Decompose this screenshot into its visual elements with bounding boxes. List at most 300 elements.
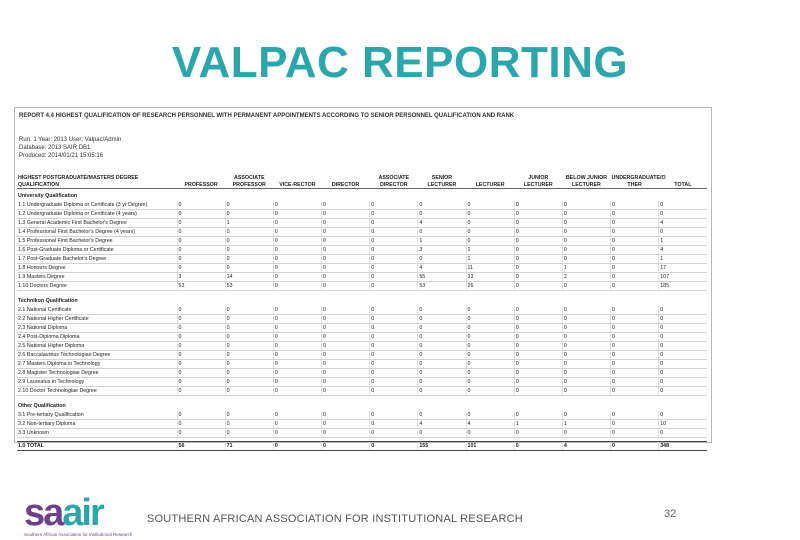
cell-value: 0 [514,369,562,378]
row-label: 2.5 National Higher Diploma [17,342,177,351]
cell-value: 0 [611,420,659,429]
cell-value: 0 [514,246,562,255]
report-spreadsheet [14,107,712,449]
cell-value: 0 [370,282,418,291]
table-row [17,237,707,246]
cell-value: 0 [225,387,273,396]
cell-value: 0 [611,201,659,210]
cell-value: 0 [225,201,273,210]
cell-value: 0 [466,315,514,324]
cell-value: 0 [418,429,466,438]
cell-value: 53 [177,282,225,291]
row-label: 1.6 Post-Graduate Diploma or Certificate [17,246,177,255]
total-value: 71 [225,442,273,451]
cell-value: 0 [370,420,418,429]
cell-value: 10 [659,420,707,429]
logo-tagline: Southern African Association for Institutional Research [24,532,133,537]
cell-value: 0 [370,246,418,255]
cell-value: 0 [322,201,370,210]
cell-value: 4 [418,219,466,228]
cell-value: 0 [466,411,514,420]
cell-value: 0 [611,324,659,333]
cell-value: 0 [322,369,370,378]
cell-value: 0 [273,273,321,282]
cell-value: 11 [466,264,514,273]
cell-value: 0 [514,255,562,264]
table-row [17,378,707,387]
cell-value: 0 [273,324,321,333]
cell-value: 0 [177,429,225,438]
cell-value: 0 [514,264,562,273]
table-row [17,282,707,291]
cell-value: 0 [322,411,370,420]
cell-value: 0 [322,282,370,291]
cell-value: 0 [611,411,659,420]
cell-value: 0 [370,411,418,420]
cell-value: 0 [418,210,466,219]
cell-value: 1 [659,237,707,246]
cell-value: 0 [177,342,225,351]
cell-value: 0 [659,351,707,360]
cell-value: 0 [225,378,273,387]
cell-value: 0 [418,255,466,264]
page-number: 32 [664,508,677,520]
section-heading-row [17,294,707,306]
cell-value: 0 [225,210,273,219]
cell-value: 53 [225,282,273,291]
row-label: 1.10 Doctors Degree [17,282,177,291]
cell-value: 1 [466,246,514,255]
cell-value: 0 [562,237,610,246]
cell-value: 1 [562,420,610,429]
cell-value: 0 [611,315,659,324]
cell-value: 0 [273,282,321,291]
cell-value: 0 [611,333,659,342]
table-header-row [17,168,707,189]
cell-value: 0 [514,282,562,291]
row-label: 1.2 Undergraduate Diploma or Certificate (4 years) [17,210,177,219]
cell-value: 0 [611,378,659,387]
cell-value: 0 [466,237,514,246]
cell-value: 0 [177,420,225,429]
cell-value: 0 [562,315,610,324]
cell-value: 0 [177,246,225,255]
cell-value: 0 [611,306,659,315]
table-row [17,255,707,264]
table-row [17,273,707,282]
logo-wordmark [24,492,132,534]
cell-value: 0 [466,228,514,237]
cell-value: 0 [273,342,321,351]
cell-value: 0 [659,210,707,219]
cell-value: 0 [611,387,659,396]
row-label: 1.4 Professional First Bachelor's Degree (4 years) [17,228,177,237]
cell-value: 4 [418,264,466,273]
cell-value: 0 [225,306,273,315]
column-header: ASSOCIATE PROFESSOR [225,168,273,189]
cell-value: 0 [611,273,659,282]
cell-value: 53 [418,282,466,291]
table-row [17,360,707,369]
cell-value: 0 [466,324,514,333]
row-label: 1.9 Masters Degree [17,273,177,282]
cell-value: 0 [514,342,562,351]
cell-value: 0 [273,246,321,255]
cell-value: 3 [418,246,466,255]
cell-value: 17 [659,264,707,273]
table-row [17,369,707,378]
cell-value: 0 [466,210,514,219]
cell-value: 0 [225,411,273,420]
cell-value: 0 [370,351,418,360]
cell-value: 0 [225,246,273,255]
table-row [17,306,707,315]
cell-value: 0 [514,315,562,324]
cell-value: 0 [611,246,659,255]
cell-value: 0 [177,324,225,333]
cell-value: 0 [659,201,707,210]
cell-value: 0 [418,342,466,351]
cell-value: 0 [177,306,225,315]
row-label: 2.8 Magister Technologiae Degree [17,369,177,378]
column-header: LECTURER [466,168,514,189]
cell-value: 0 [225,351,273,360]
row-label: 2.7 Masters Diploma in Technology [17,360,177,369]
cell-value: 0 [562,219,610,228]
cell-value: 0 [659,228,707,237]
cell-value: 0 [466,378,514,387]
column-header: SENIOR LECTURER [418,168,466,189]
cell-value: 0 [177,315,225,324]
cell-value: 0 [418,315,466,324]
cell-value: 0 [370,369,418,378]
cell-value: 0 [562,324,610,333]
cell-value: 0 [611,237,659,246]
cell-value: 0 [659,369,707,378]
row-label: 2.10 Doctor Technologiae Degree [17,387,177,396]
table-row [17,228,707,237]
column-header: DIRECTOR [322,168,370,189]
cell-value: 107 [659,273,707,282]
cell-value: 1 [418,237,466,246]
cell-value: 0 [418,306,466,315]
cell-value: 0 [225,315,273,324]
cell-value: 0 [514,387,562,396]
row-label: 2.2 National Higher Certificate [17,315,177,324]
cell-value: 0 [370,333,418,342]
cell-value: 0 [177,411,225,420]
row-label: 2.6 Baccalaureus Technologiae Degree [17,351,177,360]
cell-value: 0 [466,360,514,369]
cell-value: 0 [418,351,466,360]
cell-value: 0 [322,246,370,255]
table-row [17,342,707,351]
cell-value: 0 [514,219,562,228]
cell-value: 0 [322,342,370,351]
section-heading-row [17,189,707,202]
cell-value: 0 [273,255,321,264]
cell-value: 1 [514,420,562,429]
cell-value: 0 [514,237,562,246]
column-header: BELOW JUNIOR LECTURER [562,168,610,189]
row-label: 1.5 Professional First Bachelor's Degree [17,237,177,246]
cell-value: 0 [514,333,562,342]
cell-value: 0 [177,210,225,219]
table-row [17,219,707,228]
total-value: 101 [466,442,514,451]
cell-value: 0 [659,324,707,333]
cell-value: 0 [322,333,370,342]
cell-value: 0 [225,342,273,351]
cell-value: 14 [225,273,273,282]
cell-value: 4 [659,246,707,255]
cell-value: 3 [177,273,225,282]
cell-value: 0 [562,282,610,291]
cell-value: 0 [273,333,321,342]
cell-value: 0 [370,219,418,228]
cell-value: 0 [177,369,225,378]
cell-value: 0 [322,237,370,246]
cell-value: 0 [370,228,418,237]
saair-logo [24,492,133,537]
row-label: 1.1 Undergraduate Diploma or Certificate (3 yr Degree) [17,201,177,210]
cell-value: 0 [322,378,370,387]
cell-value: 0 [514,324,562,333]
logo-air: air [62,492,103,534]
total-value: 0 [514,442,562,451]
cell-value: 0 [322,264,370,273]
table-row [17,429,707,438]
column-header-qualification: HIGHEST POSTGRADUATE/MASTERS DEGREE QUALIFICATION [17,168,177,189]
cell-value: 0 [370,255,418,264]
column-header: PROFESSOR [177,168,225,189]
cell-value: 1 [466,255,514,264]
cell-value: 0 [322,306,370,315]
cell-value: 26 [466,282,514,291]
cell-value: 0 [225,237,273,246]
row-label: 3.3 Unknown [17,429,177,438]
cell-value: 0 [370,429,418,438]
cell-value: 0 [514,351,562,360]
cell-value: 0 [370,315,418,324]
cell-value: 0 [370,378,418,387]
cell-value: 2 [562,273,610,282]
cell-value: 0 [611,255,659,264]
cell-value: 0 [562,201,610,210]
cell-value: 0 [562,246,610,255]
cell-value: 0 [273,210,321,219]
cell-value: 0 [225,264,273,273]
cell-value: 0 [659,342,707,351]
total-row [17,442,707,451]
cell-value: 0 [562,351,610,360]
cell-value: 0 [562,228,610,237]
cell-value: 185 [659,282,707,291]
cell-value: 0 [225,360,273,369]
cell-value: 0 [418,411,466,420]
cell-value: 0 [418,201,466,210]
cell-value: 0 [177,201,225,210]
cell-value: 0 [370,201,418,210]
cell-value: 0 [611,282,659,291]
cell-value: 0 [514,228,562,237]
cell-value: 0 [562,255,610,264]
cell-value: 0 [273,420,321,429]
row-label: 1.7 Post-Graduate Bachelor's Degree [17,255,177,264]
cell-value: 0 [322,273,370,282]
cell-value: 0 [514,411,562,420]
cell-value: 0 [514,210,562,219]
table-row [17,201,707,210]
cell-value: 0 [611,360,659,369]
cell-value: 0 [562,360,610,369]
cell-value: 0 [562,342,610,351]
cell-value: 0 [514,429,562,438]
report-title: REPORT 4.4 HIGHEST QUALIFICATION OF RESEARCH PERSONNEL WITH PERMANENT APPOINTMENTS ACCORDING TO SENIOR PERSONNEL QUALIFICATION AND RANK [19,113,515,119]
section-heading: Other Qualification [18,403,66,409]
cell-value: 0 [370,342,418,351]
cell-value: 0 [514,273,562,282]
table-row [17,264,707,273]
cell-value: 0 [659,315,707,324]
cell-value: 1 [659,255,707,264]
row-label: 2.4 Post-Diploma Diploma [17,333,177,342]
cell-value: 0 [466,342,514,351]
row-label: 1.8 Honours Degree [17,264,177,273]
cell-value: 0 [418,228,466,237]
cell-value: 0 [273,219,321,228]
cell-value: 0 [514,306,562,315]
cell-value: 0 [273,378,321,387]
cell-value: 0 [322,324,370,333]
section-heading-row [17,399,707,411]
cell-value: 0 [273,201,321,210]
cell-value: 0 [177,378,225,387]
cell-value: 0 [562,378,610,387]
cell-value: 4 [466,420,514,429]
cell-value: 0 [370,210,418,219]
cell-value: 0 [418,378,466,387]
cell-value: 0 [562,369,610,378]
cell-value: 0 [322,351,370,360]
cell-value: 1 [225,219,273,228]
row-label: 1.3 General Academic First Bachelor's Degree [17,219,177,228]
cell-value: 0 [225,420,273,429]
cell-value: 0 [659,333,707,342]
cell-value: 0 [273,411,321,420]
table-row [17,420,707,429]
cell-value: 0 [177,255,225,264]
section-heading: Technikon Qualification [18,298,78,304]
cell-value: 0 [466,429,514,438]
row-label: 3.2 Non-tertiary Diploma [17,420,177,429]
table-row [17,315,707,324]
cell-value: 0 [273,306,321,315]
cell-value: 0 [562,333,610,342]
cell-value: 0 [659,411,707,420]
total-value: 56 [177,442,225,451]
cell-value: 0 [322,228,370,237]
cell-value: 0 [562,429,610,438]
cell-value: 0 [273,369,321,378]
cell-value: 0 [177,333,225,342]
cell-value: 0 [466,333,514,342]
cell-value: 0 [322,360,370,369]
column-header: JUNIOR LECTURER [514,168,562,189]
total-value: 0 [273,442,321,451]
cell-value: 0 [466,201,514,210]
cell-value: 0 [273,264,321,273]
cell-value: 0 [322,387,370,396]
cell-value: 55 [418,273,466,282]
cell-value: 0 [273,360,321,369]
cell-value: 0 [273,237,321,246]
cell-value: 0 [322,219,370,228]
cell-value: 0 [370,360,418,369]
cell-value: 0 [225,324,273,333]
qualification-table [17,168,707,451]
total-value: 4 [562,442,610,451]
cell-value: 0 [562,306,610,315]
column-header: UNDERGRADUATE/O THER [611,168,659,189]
cell-value: 0 [514,378,562,387]
column-header: TOTAL [659,168,707,189]
produced-info: Produced: 2014/01/21 15:05:16 [19,153,104,159]
cell-value: 0 [273,315,321,324]
row-label: 3.1 Pre-tertiary Qualification [17,411,177,420]
cell-value: 0 [273,429,321,438]
cell-value: 0 [177,351,225,360]
cell-value: 0 [659,387,707,396]
cell-value: 0 [225,369,273,378]
table-row [17,411,707,420]
cell-value: 0 [177,264,225,273]
cell-value: 0 [370,387,418,396]
cell-value: 0 [177,228,225,237]
cell-value: 0 [514,360,562,369]
total-value: 0 [322,442,370,451]
table-row [17,324,707,333]
cell-value: 0 [370,264,418,273]
column-header: ASSOCIATE DIRECTOR [370,168,418,189]
cell-value: 0 [466,387,514,396]
cell-value: 4 [659,219,707,228]
cell-value: 0 [611,351,659,360]
cell-value: 4 [418,420,466,429]
total-label: 1.0 TOTAL [17,442,177,451]
footer-text: SOUTHERN AFRICAN ASSOCIATION FOR INSTITUTIONAL RESEARCH [147,513,523,525]
total-value: 348 [659,442,707,451]
column-header: VICE-RECTOR [273,168,321,189]
cell-value: 0 [177,360,225,369]
cell-value: 0 [611,219,659,228]
cell-value: 1 [562,264,610,273]
logo-sa: sa [24,492,63,534]
cell-value: 0 [466,219,514,228]
cell-value: 0 [611,342,659,351]
cell-value: 0 [177,219,225,228]
cell-value: 0 [562,210,610,219]
cell-value: 0 [466,306,514,315]
cell-value: 0 [322,315,370,324]
database-info: Database: 2013 SAIR DB1 [19,145,91,151]
cell-value: 0 [659,360,707,369]
table-row [17,333,707,342]
cell-value: 0 [611,369,659,378]
cell-value: 0 [562,387,610,396]
cell-value: 0 [273,228,321,237]
run-info: Run: 1 Year: 2013 User: Valpac/Admin [19,137,122,143]
